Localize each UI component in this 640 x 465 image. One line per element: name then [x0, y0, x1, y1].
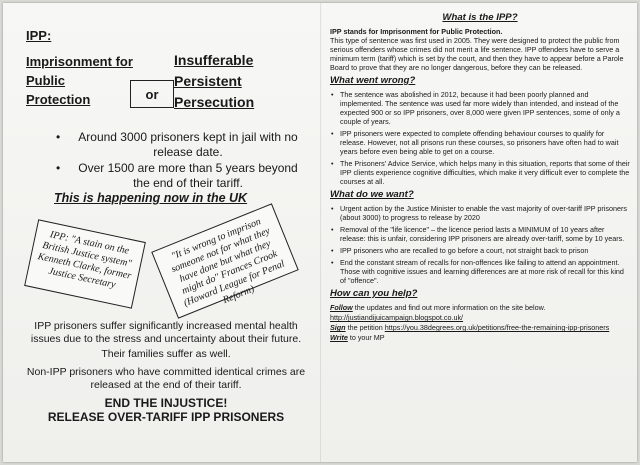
list-item: • End the constant stream of recalls for non-offences like failing to attend an appointment. Those with cognitive issues and learning differences are at more risk of recall for this kind of "offence".	[330, 258, 630, 285]
left-panel	[10, 20, 314, 460]
acronym-imprisonment: Imprisonment for Public Protection	[26, 54, 133, 107]
list-item: • Removal of the "life licence" – the licence period lasts a MINIMUM of 10 years after release: this is unfair, considering IPP prisoners are already over-tariff, some by 10 years.	[330, 225, 630, 243]
what-body: This type of sentence was first used in 2005. They were designed to protect the public from serious offenders whose crimes did not merit a life sentence. IPP offenders have to serve a minimum term (tariff) which is set by the court, and then they have to appear before a Parole Board to prove that they are no longer dangerous, before they can be released.	[330, 36, 624, 72]
families-text: Their families suffer as well.	[101, 348, 231, 360]
sign-line: Sign the petition https://you.38degrees.org.uk/petitions/free-the-remaining-ipp-prisoners	[330, 323, 610, 332]
ipp-title: IPP:	[26, 28, 52, 43]
or-box: or	[130, 80, 174, 108]
end-injustice-heading: END THE INJUSTICE!	[104, 396, 228, 410]
list-item: • IPP prisoners who are recalled to go before a court, not straight back to prison	[330, 246, 630, 255]
happening-heading: This is happening now in the UK	[54, 191, 248, 205]
want-list	[330, 204, 630, 285]
non-ipp-text: Non-IPP prisoners who have committed identical crimes are released at the end of their tariff.	[26, 366, 306, 391]
stats-list	[56, 130, 306, 192]
blog-link[interactable]: http://justiandijuicampaign.blogspot.co.uk/	[330, 313, 464, 322]
list-item: • The Prisoners' Advice Service, which helps many in this situation, reports that some of their IPP clients experience cognitive difficulties, which make it very difficult ever to complete the courses at all.	[330, 159, 630, 186]
stat-item: • Around 3000 prisoners kept in jail with no release date.	[56, 130, 306, 160]
quote-crook: "It is wrong to imprison someone not for what they have done but what they might do" Frances Crook (Howard League for Penal Reform)	[151, 203, 299, 318]
list-item: • The sentence was abolished in 2012, because it had been poorly planned and implemented. The sentence was used far more widely than intended, and instead of the expected 900 or so IPP prisoners, over 8,000 were given IPP sentences, some of only a couple of years.	[330, 90, 630, 126]
how-can-you-help-heading: How can you help?	[330, 288, 418, 299]
stat-item: • Over 1500 are more than 5 years beyond the end of their tariff.	[56, 161, 306, 191]
acronym-insufferable: Insufferable Persistent Persecution	[174, 52, 255, 110]
what-is-ipp-heading: What is the IPP?	[442, 12, 518, 23]
mental-health-text: IPP prisoners suffer significantly increased mental health issues due to the stress and uncertainty about their future.	[30, 320, 302, 345]
wrong-list	[330, 90, 630, 186]
page-fold	[320, 3, 322, 462]
what-went-wrong-heading: What went wrong?	[330, 75, 416, 86]
follow-line: Follow the updates and find out more information on the site below.	[330, 303, 546, 312]
what-lead: IPP stands for Imprisonment for Public Protection.	[330, 27, 503, 36]
list-item: • Urgent action by the Justice Minister to enable the vast majority of over-tariff IPP prisoners (about 3000) to progress to release by 2020	[330, 204, 630, 222]
release-heading: RELEASE OVER-TARIFF IPP PRISONERS	[47, 410, 285, 424]
list-item: • IPP prisoners were expected to complete offending behaviour courses to qualify for release. However, not all prisons run these courses, so prisoners have often had to wait years before even being able to get on a course.	[330, 129, 630, 156]
right-panel	[330, 12, 630, 457]
quote-clarke: IPP: "A stain on the British Justice system" Kenneth Clarke, former Justice Secretary	[24, 219, 146, 308]
petition-link[interactable]: https://you.38degrees.org.uk/petitions/free-the-remaining-ipp-prisoners	[384, 323, 610, 332]
what-do-we-want-heading: What do we want?	[330, 189, 414, 200]
write-line: Write to your MP	[330, 333, 385, 342]
